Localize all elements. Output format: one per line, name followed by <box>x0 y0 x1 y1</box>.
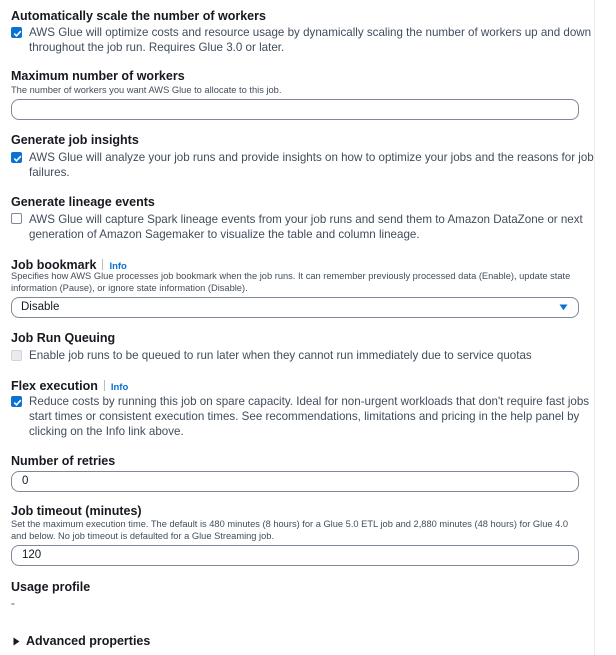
usage-profile-title: Usage profile <box>11 580 91 594</box>
autoscale-label-line1: AWS Glue will optimize costs and resource usage by dynamically scaling the number of workers up and down <box>29 26 592 39</box>
timeout-description-line1: Set the maximum execution time. The default is 480 minutes (8 hours) for a Glue 5.0 ETL job and 2,880 minutes (48 hours) for Glue 4.0 <box>11 519 569 529</box>
flex-checkbox[interactable] <box>11 396 22 407</box>
queuing-label: Enable job runs to be queued to run later when they cannot run immediately due to service quotas <box>29 349 532 362</box>
panel-border <box>594 0 595 655</box>
advanced-properties-label: Advanced properties <box>26 634 151 648</box>
retries-title: Number of retries <box>11 454 116 468</box>
flex-title: Flex execution <box>11 379 98 393</box>
usage-profile-value: - <box>11 597 15 610</box>
autoscale-title: Automatically scale the number of workers <box>11 9 266 23</box>
autoscale-checkbox[interactable] <box>11 27 22 38</box>
lineage-title: Generate lineage events <box>11 195 155 209</box>
lineage-label-line1: AWS Glue will capture Spark lineage events from your job runs and send them to Amazon DataZone or next <box>29 213 583 226</box>
queuing-title: Job Run Queuing <box>11 331 116 345</box>
job-insights-title: Generate job insights <box>11 133 139 147</box>
flex-label-line3: clicking on the Info link above. <box>29 425 184 438</box>
bookmark-description-line1: Specifies how AWS Glue processes job bookmark when the job runs. It can remember previously processed data (Enable), update state <box>11 271 571 281</box>
flex-label-line2: start times or consistent execution times. See recommendations, limitations and pricing in the help panel by <box>29 410 580 423</box>
queuing-checkbox[interactable] <box>11 350 22 361</box>
lineage-checkbox[interactable] <box>11 213 22 224</box>
check-icon <box>12 28 23 39</box>
flex-info-link[interactable]: Info <box>110 382 129 393</box>
job-insights-checkbox[interactable] <box>11 152 22 163</box>
bookmark-select[interactable] <box>11 297 579 318</box>
timeout-description-line2: and below. No job timeout is defaulted for a Glue Streaming job. <box>11 531 275 541</box>
check-icon <box>12 153 23 164</box>
max-workers-input[interactable] <box>11 99 579 120</box>
max-workers-description: The number of workers you want AWS Glue to allocate to this job. <box>11 85 282 95</box>
bookmark-info-link[interactable]: Info <box>109 261 127 272</box>
job-insights-label-line2: failures. <box>29 166 70 179</box>
timeout-title: Job timeout (minutes) <box>11 504 142 518</box>
max-workers-title: Maximum number of workers <box>11 69 185 83</box>
job-insights-label-line1: AWS Glue will analyze your job runs and provide insights on how to optimize your jobs and the reasons for job <box>29 151 594 164</box>
flex-label-line1: Reduce costs by running this job on spare capacity. Ideal for non-urgent workloads that don't require fast jobs <box>29 395 590 408</box>
bookmark-title: Job bookmark <box>11 258 97 272</box>
autoscale-label-line2: throughout the job run. Requires Glue 3.0 or later. <box>29 41 285 54</box>
divider <box>104 380 105 391</box>
bookmark-description-line2: information (Pause), or ignore state information (Disable). <box>11 283 248 293</box>
timeout-input[interactable]: 120 <box>11 545 579 566</box>
divider <box>102 259 103 270</box>
caret-down-icon <box>559 304 568 311</box>
bookmark-selected-value: Disable <box>21 301 60 313</box>
check-icon <box>12 397 23 408</box>
caret-right-icon <box>13 637 20 646</box>
lineage-label-line2: generation of Amazon Sagemaker to visualize the table and column lineage. <box>29 228 420 241</box>
flex-header <box>11 377 128 395</box>
retries-input[interactable]: 0 <box>11 471 579 492</box>
